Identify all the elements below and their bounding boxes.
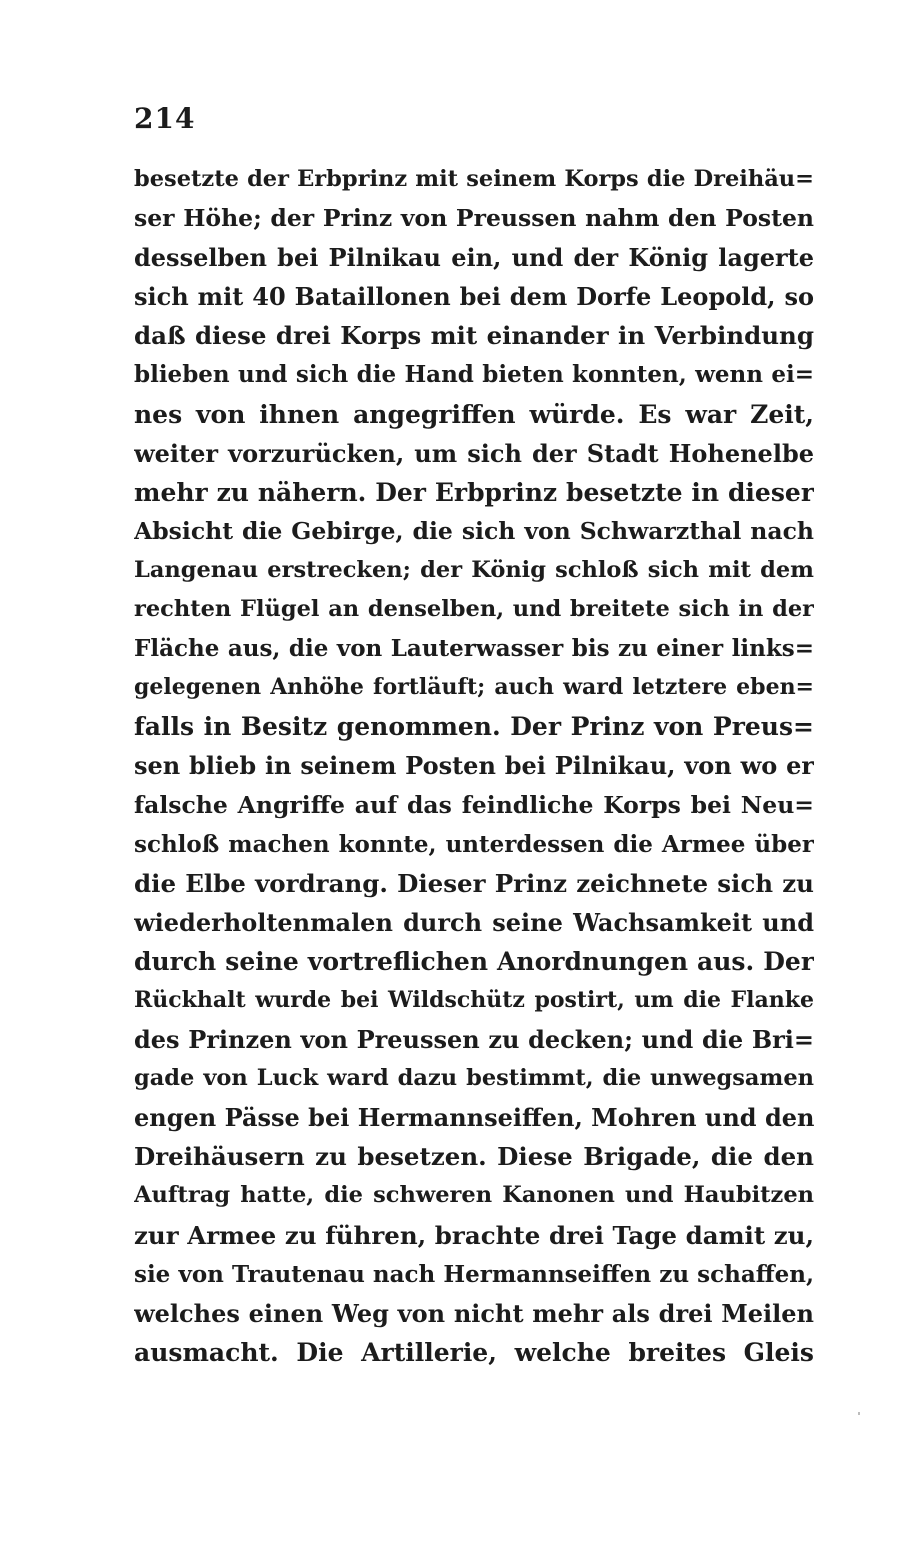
text-line: Dreihäusern zu besetzen. Diese Brigade, die den — [134, 1142, 814, 1172]
text-line: daß diese drei Korps mit einander in Verbindung — [134, 321, 814, 351]
text-line: Rückhalt wurde bei Wildschütz postirt, um die Flanke — [134, 986, 814, 1013]
paper-speck — [858, 1412, 860, 1415]
text-line: weiter vorzurücken, um sich der Stadt Hohenelbe — [134, 438, 814, 468]
text-line: sich mit 40 Bataillonen bei dem Dorfe Leopold, so — [134, 282, 814, 312]
text-line: sen blieb in seinem Posten bei Pilnikau, von wo er — [134, 751, 814, 781]
text-line: besetzte der Erbprinz mit seinem Korps die Dreihäu= — [134, 166, 814, 192]
text-line: Auftrag hatte, die schweren Kanonen und Haubitzen — [134, 1182, 814, 1209]
text-line: welches einen Weg von nicht mehr als drei Meilen — [134, 1298, 814, 1328]
text-line: Absicht die Gebirge, die sich von Schwarzthal nach — [134, 516, 814, 545]
text-line: ausmacht. Die Artillerie, welche breites Gleis — [134, 1337, 814, 1367]
text-line: engen Pässe bei Hermannseiffen, Mohren und den — [134, 1103, 814, 1133]
text-line: Fläche aus, die von Lauterwasser bis zu einer links= — [134, 635, 814, 663]
text-line: nes von ihnen angegriffen würde. Es war Zeit, — [134, 399, 814, 429]
text-line: zur Armee zu führen, brachte drei Tage damit zu, — [134, 1220, 814, 1250]
text-line: falls in Besitz genommen. Der Prinz von Preus= — [134, 712, 814, 742]
text-line: sie von Trautenau nach Hermannseiffen zu schaffen, — [134, 1260, 814, 1288]
text-line: durch seine vortreflichen Anordnungen aus. Der — [134, 946, 814, 976]
text-line: falsche Angriffe auf das feindliche Korps bei Neu= — [134, 790, 814, 819]
text-line: blieben und sich die Hand bieten konnten, wenn ei= — [134, 361, 814, 389]
page-number: 214 — [134, 102, 196, 135]
text-line: des Prinzen von Preussen zu decken; und die Bri= — [134, 1025, 814, 1055]
body-text — [134, 160, 814, 1372]
text-line: ser Höhe; der Prinz von Preussen nahm den Posten — [134, 204, 814, 233]
text-line: wiederholtenmalen durch seine Wachsamkeit und — [134, 907, 814, 937]
text-line: Langenau erstrecken; der König schloß sich mit dem — [134, 556, 814, 583]
text-line: gelegenen Anhöhe fortläuft; auch ward letztere eben= — [134, 674, 814, 701]
text-line: rechten Flügel an denselben, und breitete sich in der — [134, 596, 814, 623]
text-line: mehr zu nähern. Der Erbprinz besetzte in dieser — [134, 477, 814, 507]
text-line: desselben bei Pilnikau ein, und der König lagerte — [134, 243, 814, 273]
text-line: gade von Luck ward dazu bestimmt, die unwegsamen — [134, 1065, 814, 1092]
text-line: die Elbe vordrang. Dieser Prinz zeichnete sich zu — [134, 868, 814, 898]
text-line: schloß machen konnte, unterdessen die Armee über — [134, 830, 814, 858]
